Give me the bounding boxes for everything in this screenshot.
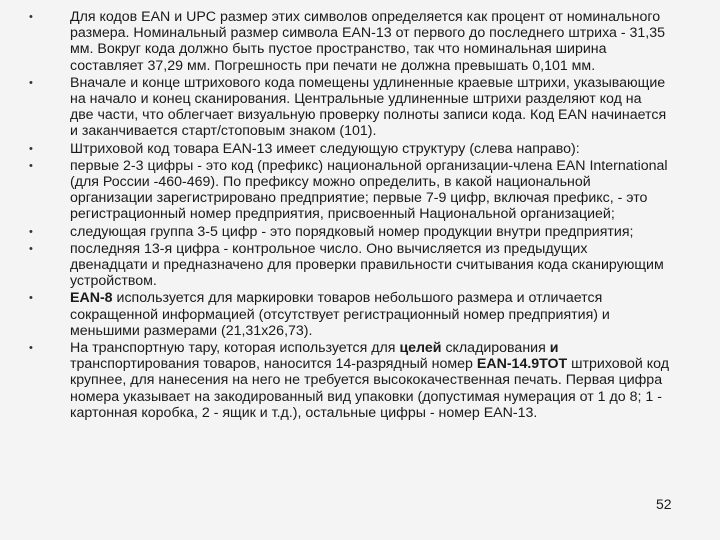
bullet-bold-term: EAN-14.9ТОТ	[476, 356, 568, 373]
bullet-item-product-number	[29, 224, 669, 240]
bullet-marker: •	[29, 76, 33, 89]
bullet-text-rest: используется для маркировки товаров небольшого размера и отличается сокращенной информацией (отсутствует регистрационный номер предприятия) и меньшими размерами (21,31х26,73).	[70, 290, 610, 339]
bullet-text	[70, 340, 669, 421]
bullet-text: Штриховой код товара EAN-13 имеет следующую структуру (слева направо):	[70, 140, 580, 157]
bullet-marker: •	[29, 342, 33, 355]
page-number: 52	[656, 496, 672, 512]
bullet-text-part: На транспортную тару, которая используется для	[70, 340, 400, 357]
bullet-text-part: складирования	[441, 340, 550, 357]
bullet-text	[70, 290, 610, 338]
bullet-text: Вначале и конце штрихового кода помещены удлиненные краевые штрихи, указывающие на начало и конец сканирования. Центральные удлиненные штрихи разделяют код на две части, что облегчает визуальную проверку полноты записи кода. Код EAN начинается и заканчивается старт/стоповым знаком (101).	[70, 74, 667, 140]
bullet-marker: •	[29, 142, 33, 155]
bullet-text: Для кодов EAN и UPC размер этих символов определяется как процент от номинального размера. Номинальный размер символа EAN-13 от первого до последнего штриха - 31,35 мм. Вокруг кода должно быть пустое пространство, так что номинальная ширина составляет 37,29 мм. Погрешность при печати не должна превышать 0,101 мм.	[70, 9, 666, 74]
bullet-bold-term: EAN-8	[70, 290, 113, 307]
bullet-text-part: транспортирования товаров, наносится 14-разрядный номер	[70, 356, 477, 373]
bullet-bold-term: и	[549, 340, 559, 357]
bullet-item-ean13-structure	[29, 141, 669, 157]
bullet-bold-term: целей	[399, 340, 442, 357]
bullet-list	[29, 9, 669, 422]
bullet-marker: •	[29, 292, 33, 305]
bullet-item-prefix	[29, 158, 669, 223]
bullet-item-ean14	[29, 340, 669, 421]
bullet-text: первые 2-3 цифры - это код (префикс) национальной организации-члена EAN International (для России -460-469). По префиксу можно определить, в какой национальной организации зарегистрировано предприятие; первые 7-9 цифр, включая префикс, - это регистрационный номер предприятия, присвоенный Национальной организацией;	[70, 157, 668, 223]
bullet-marker: •	[29, 242, 33, 255]
bullet-text-part: штриховой код крупнее, для нанесения на него не требуется высококачественная печать. Первая цифра номера указывает на закодированный вид упаковки (допустимая нумерация от 1 до 8; 1 - картонная коробка, 2 - ящик и т.д.), остальные цифры - номер EAN-13.	[70, 356, 670, 421]
bullet-text: следующая группа 3-5 цифр - это порядковый номер продукции внутри предприятия;	[70, 223, 634, 240]
bullet-marker: •	[29, 11, 33, 23]
bullet-item-ean-size	[29, 9, 669, 74]
bullet-marker: •	[29, 225, 33, 238]
bullet-marker: •	[29, 159, 33, 172]
bullet-item-edge-bars	[29, 75, 669, 140]
bullet-item-ean8	[29, 290, 669, 339]
bullet-text: последняя 13-я цифра - контрольное число. Оно вычисляется из предыдущих двенадцати и предназначено для проверки правильности считывания кода сканирующим устройством.	[70, 240, 664, 290]
bullet-item-check-digit	[29, 241, 669, 290]
